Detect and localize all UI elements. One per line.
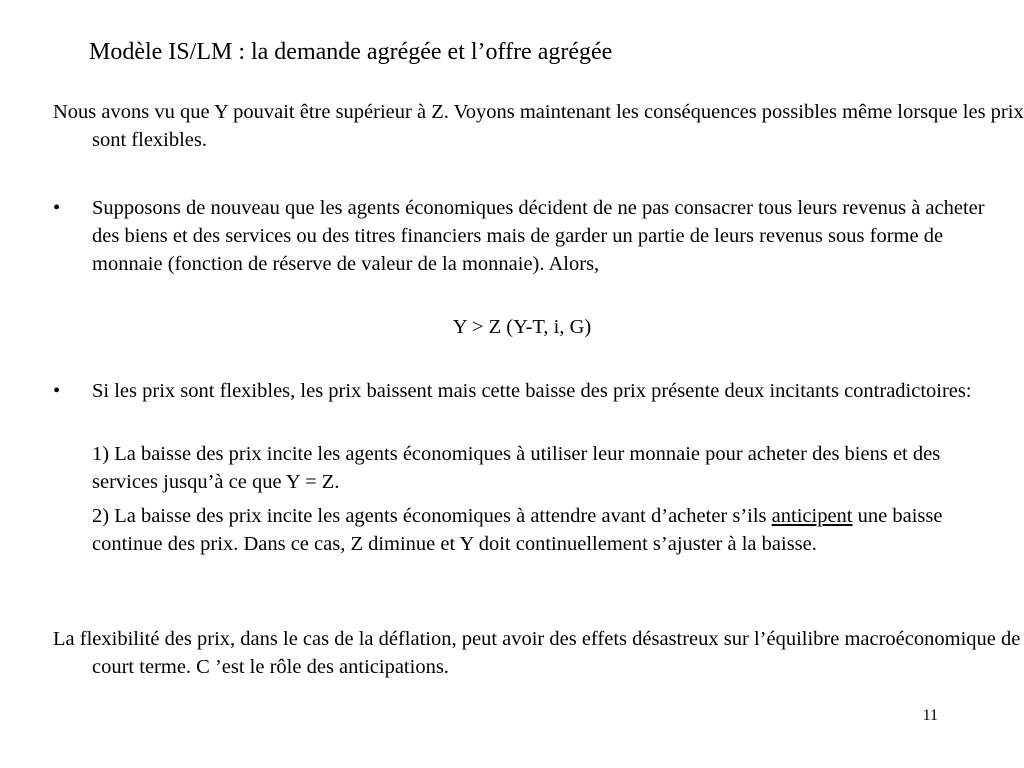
bullet-item-1 xyxy=(53,194,993,278)
bullet-item-2 xyxy=(53,377,993,405)
sub-point-2 xyxy=(92,502,952,558)
sub-point-2-start: 2) La baisse des prix incite les agents économiques à attendre avant d’acheter s’ils xyxy=(92,505,772,527)
equation: Y > Z (Y-T, i, G) xyxy=(452,316,592,338)
bullet-text-1: Supposons de nouveau que les agents économiques décident de ne pas consacrer tous leurs revenus à acheter des biens et des services ou des titres financiers mais de garder un partie de leurs revenus sous forme de monnaie (fonction de réserve de valeur de la monnaie). Alors, xyxy=(92,197,985,275)
sub-point-2-end: une baisse continue des prix. Dans ce cas, Z diminue et Y doit continuellement s’ajuster à la baisse. xyxy=(92,505,943,555)
bullet-marker: • xyxy=(53,197,61,219)
anticipent-underlined: anticipent xyxy=(771,505,853,527)
bullet-text-2: Si les prix sont flexibles, les prix baissent mais cette baisse des prix présente deux incitants contradictoires: xyxy=(92,380,972,402)
bullet-marker: • xyxy=(53,380,61,402)
slide-title: Modèle IS/LM : la demande agrégée et l’offre agrégée xyxy=(89,39,613,65)
page-number: 11 xyxy=(922,707,938,724)
intro-paragraph: Nous avons vu que Y pouvait être supérieur à Z. Voyons maintenant les conséquences possibles même lorsque les prix sont flexibles. xyxy=(53,101,1024,151)
sub-point-1: 1) La baisse des prix incite les agents économiques à utiliser leur monnaie pour acheter des biens et des services jusqu’à ce que Y = Z. xyxy=(92,443,941,493)
conclusion-paragraph: La flexibilité des prix, dans le cas de la déflation, peut avoir des effets désastreux sur l’équilibre macroéconomique de court terme. C ’est le rôle des anticipations. xyxy=(53,628,1021,678)
